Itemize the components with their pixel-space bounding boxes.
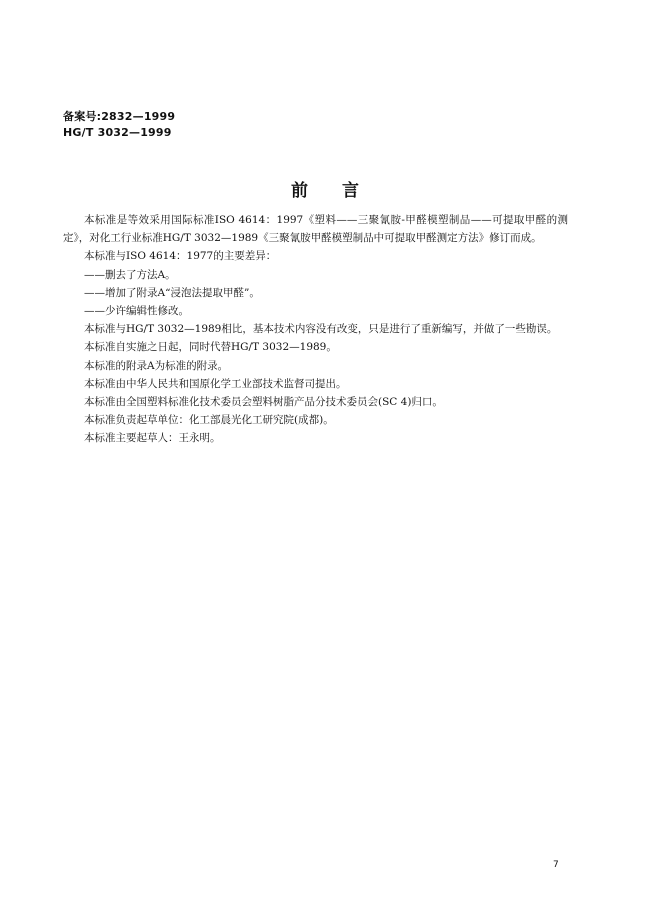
paragraph: 本标准主要起草人：王永明。 <box>84 432 221 445</box>
paragraph: 本标准与ISO 4614：1977的主要差异： <box>84 250 277 263</box>
paragraph: 本标准负责起草单位：化工部晨光化工研究院(成都)。 <box>84 414 334 427</box>
paragraph: 本标准由全国塑料标准化技术委员会塑料树脂产品分技术委员会(SC 4)归口。 <box>84 396 443 409</box>
section-heading: 前言 <box>291 181 393 201</box>
paragraph: 本标准的附录A为标准的附录。 <box>84 359 229 372</box>
paragraph: 本标准自实施之日起，同时代替HG/T 3032—1989。 <box>84 341 337 354</box>
paragraph: 本标准是等效采用国际标准ISO 4614：1997《塑料——三聚氰胺-甲醛模塑制品——可提取甲醛的测定》，对化工行业标准HG/T 3032—1989《三聚氰胺甲醛模塑制品中可提取甲醛测定方法》修订而成。 <box>63 214 568 245</box>
paragraph: 本标准由中华人民共和国原化学工业部技术监督司提出。 <box>84 377 347 390</box>
body-text <box>63 211 568 448</box>
filing-info <box>63 109 175 141</box>
list-item: ——增加了附录A“浸泡法提取甲醛”。 <box>84 286 260 299</box>
list-item: ——少许编辑性修改。 <box>84 305 189 318</box>
list-item: ——删去了方法A。 <box>84 268 176 281</box>
page-number: 7 <box>553 860 559 870</box>
paragraph: 本标准与HG/T 3032—1989相比，基本技术内容没有改变，只是进行了重新编写，并做了一些勘误。 <box>84 323 558 336</box>
record-number: 备案号:2832—1999 <box>63 110 176 123</box>
standard-code: HG/T 3032—1999 <box>63 126 172 139</box>
